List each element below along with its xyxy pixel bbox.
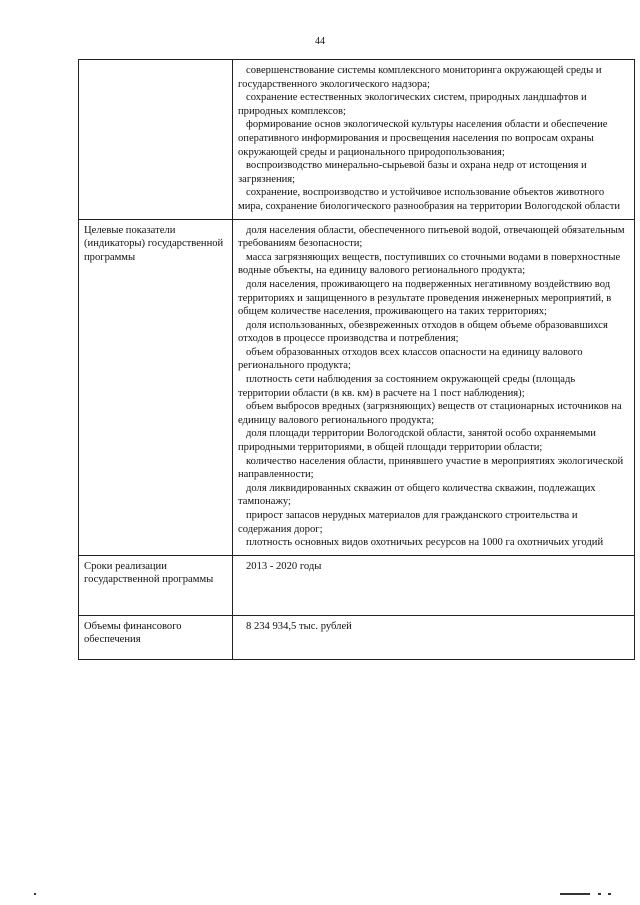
table-row <box>79 615 635 659</box>
content-paragraph: доля ликвидированных скважин от общего количества скважин, подлежащих тампонажу; <box>238 482 596 508</box>
content-paragraph: объем образованных отходов всех классов опасности на единицу валового регионального продукта; <box>238 346 583 372</box>
table-row <box>79 219 635 555</box>
content-paragraph: прирост запасов нерудных материалов для гражданского строительства и содержания дорог; <box>238 510 578 535</box>
content-paragraph: доля населения, проживающего на подверженных негативному воздействию вод территориях и защищенного в результате проведения инженерных мероприятий, в общем количестве населения, проживающего на таких территориях; <box>238 278 612 318</box>
row-content <box>233 555 635 615</box>
content-paragraph: формирование основ экологической культуры населения области и обеспечение оперативного информирования и просвещения населения по вопросам охраны окружающей среды и рационального природопользования; <box>238 119 608 158</box>
row-content <box>233 60 635 220</box>
content-paragraph: доля населения области, обеспеченного питьевой водой, отвечающей обязательным требованиям безопасности; <box>238 224 625 250</box>
table-row <box>79 555 635 615</box>
content-paragraph: плотность основных видов охотничьих ресурсов на 1000 га охотничьих угодий <box>246 537 604 549</box>
content-paragraph: доля использованных, обезвреженных отходов в общем объеме образовавшихся отходов в процессе производства и потребления; <box>238 319 608 345</box>
table-row <box>79 60 635 220</box>
row-label <box>79 60 233 220</box>
content-paragraph: 2013 - 2020 годы <box>246 560 322 572</box>
content-paragraph: масса загрязняющих веществ, поступивших со сточными водами в поверхностные водные объекты, на единицу валового регионального продукта; <box>238 251 621 277</box>
content-paragraph: объем выбросов вредных (загрязняющих) веществ от стационарных источников на единицу валового регионального продукта; <box>238 401 622 426</box>
content-paragraph: совершенствование системы комплексного мониторинга окружающей среды и государственного экологического надзора; <box>238 65 602 90</box>
row-content <box>233 615 635 659</box>
scan-marks <box>0 891 640 897</box>
row-content <box>233 219 635 555</box>
content-paragraph: сохранение естественных экологических систем, природных ландшафтов и природных комплексов; <box>238 92 587 117</box>
row-label: Целевые показатели (индикаторы) государственной программы <box>79 219 233 555</box>
row-label: Сроки реализации государственной программы <box>79 555 233 615</box>
content-paragraph: количество населения области, принявшего участие в мероприятиях экологической направленности; <box>238 455 624 481</box>
content-paragraph: сохранение, воспроизводство и устойчивое использование объектов животного мира, сохранение биологического разнообразия на территории Вологодской области <box>238 187 621 212</box>
content-paragraph: доля площади территории Вологодской области, занятой особо охраняемыми природными территориями, в общей площади территории области; <box>238 428 596 454</box>
content-paragraph: плотность сети наблюдения за состоянием окружающей среды (площадь территории области (в кв. км) в расчете на 1 пост наблюдения); <box>238 374 576 399</box>
content-paragraph: воспроизводство минерально-сырьевой базы и охрана недр от истощения и загрязнения; <box>238 160 587 185</box>
program-passport-table <box>78 59 635 660</box>
page-number: 44 <box>315 36 325 47</box>
row-label: Объемы финансового обеспечения <box>79 615 233 659</box>
content-paragraph: 8 234 934,5 тыс. рублей <box>246 620 352 632</box>
